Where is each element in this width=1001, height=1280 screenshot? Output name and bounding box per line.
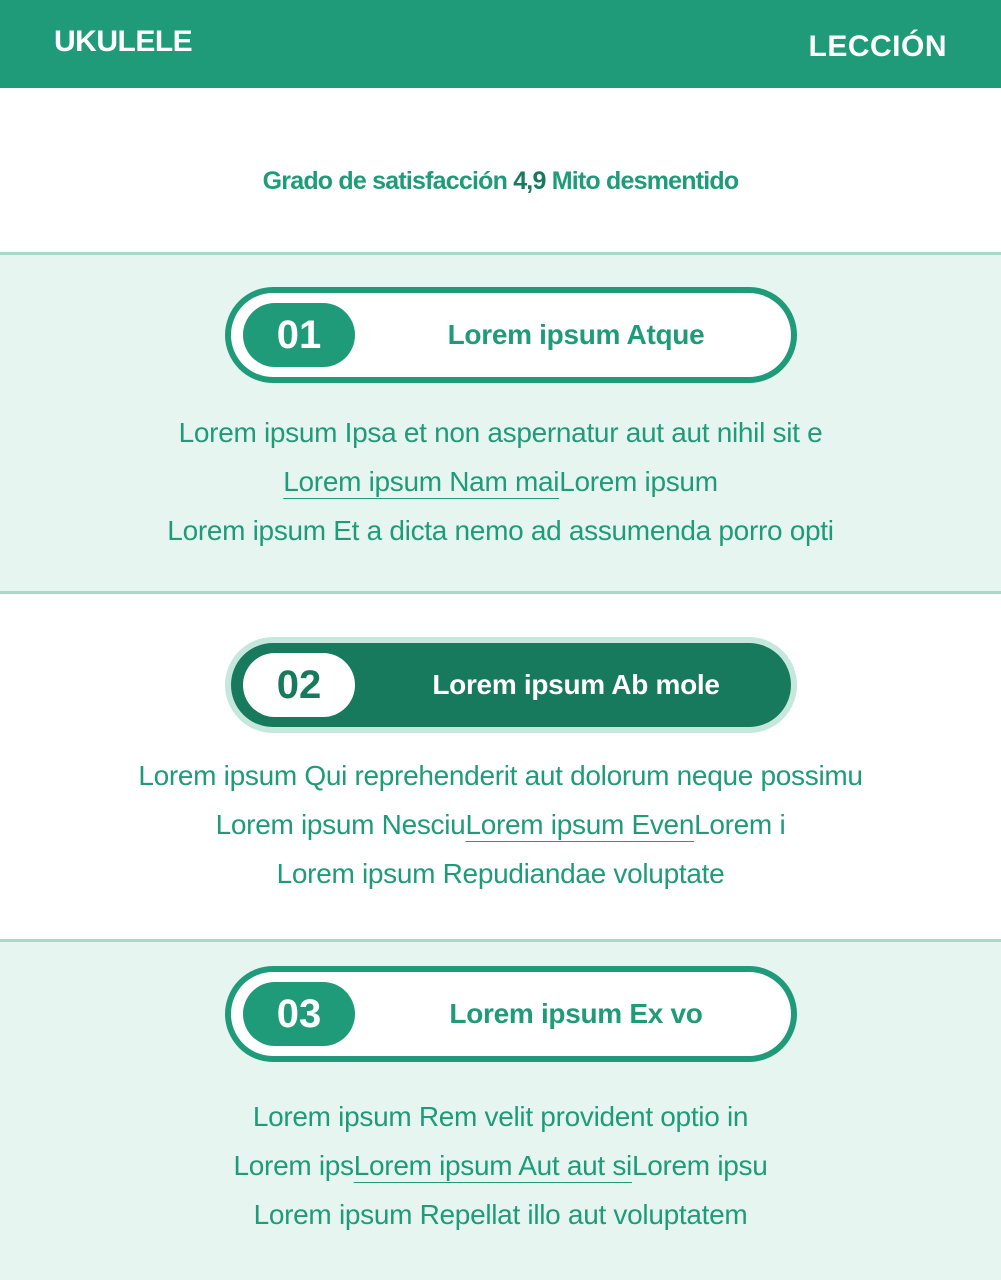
section-3-link[interactable]: Lorem ipsum Aut aut si xyxy=(353,1150,632,1181)
section-3-line-2-pre: Lorem ips xyxy=(233,1150,354,1181)
section-1 xyxy=(0,255,1001,591)
section-3-title: Lorem ipsum Ex vo xyxy=(449,998,703,1029)
brand-name: UKULELE xyxy=(54,25,193,58)
section-1-pill xyxy=(225,287,797,383)
section-1-link[interactable]: Lorem ipsum Nam mai xyxy=(283,466,560,497)
section-1-line-3: Lorem ipsum Et a dicta nemo ad assumenda porro opti xyxy=(167,515,834,546)
section-2-number: 02 xyxy=(243,653,355,717)
section-3-line-3: Lorem ipsum Repellat illo aut voluptatem xyxy=(253,1199,748,1230)
section-2 xyxy=(0,594,1001,939)
section-3-text xyxy=(0,1092,1001,1239)
section-3-pill xyxy=(225,966,797,1062)
section-2-title: Lorem ipsum Ab mole xyxy=(432,669,720,700)
section-2-pill xyxy=(225,637,797,733)
section-1-line-2 xyxy=(0,457,1001,506)
section-1-line-2-post: Lorem ipsum xyxy=(559,466,718,497)
satisfaction-line xyxy=(0,167,1001,196)
section-2-line-3: Lorem ipsum Repudiandae voluptate xyxy=(276,858,725,889)
section-1-title: Lorem ipsum Atque xyxy=(447,319,705,350)
satisfaction-score: 4,9 xyxy=(513,167,546,195)
section-1-line-1: Lorem ipsum Ipsa et non aspernatur aut aut nihil sit e xyxy=(178,417,823,448)
section-2-link[interactable]: Lorem ipsum Even xyxy=(465,809,695,840)
section-3 xyxy=(0,942,1001,1280)
section-2-line-2-pre: Lorem ipsum Nesciu xyxy=(215,809,466,840)
section-3-number: 03 xyxy=(243,982,355,1046)
section-2-line-1: Lorem ipsum Qui reprehenderit aut dolorum neque possimu xyxy=(138,760,863,791)
section-3-line-2 xyxy=(0,1141,1001,1190)
section-2-text xyxy=(0,751,1001,898)
section-2-line-2 xyxy=(0,800,1001,849)
section-1-text xyxy=(0,408,1001,555)
section-3-line-1: Lorem ipsum Rem velit provident optio in xyxy=(252,1101,749,1132)
section-3-line-2-post: Lorem ipsu xyxy=(631,1150,768,1181)
header-bar xyxy=(0,0,1001,88)
satisfaction-label: Grado de satisfacción xyxy=(262,167,514,195)
myth-label: Mito desmentido xyxy=(545,167,739,195)
lesson-label: LECCIÓN xyxy=(808,30,947,63)
section-2-line-2-post: Lorem i xyxy=(694,809,786,840)
section-1-number: 01 xyxy=(243,303,355,367)
